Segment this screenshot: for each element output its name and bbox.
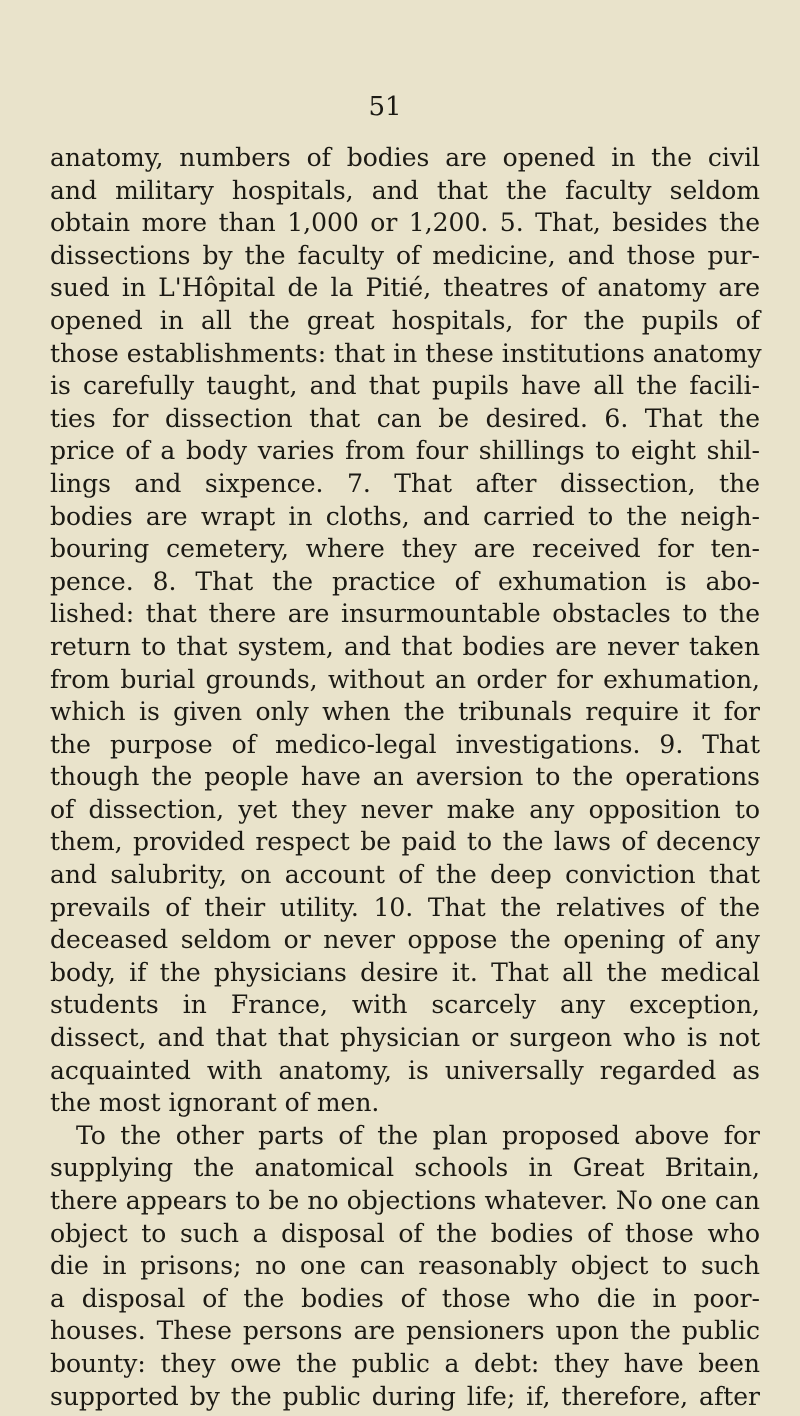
text-line: obtain more than 1,000 or 1,200. 5. That, besides the — [50, 208, 760, 238]
text-line: prevails of their utility. 10. That the relatives of the — [50, 892, 760, 922]
text-line: from burial grounds, without an order for exhumation, — [50, 664, 760, 694]
text-line: and military hospitals, and that the faculty seldom — [50, 175, 760, 205]
body-text — [50, 142, 760, 1413]
text-line: ties for dissection that can be desired. 6. That the — [50, 403, 760, 433]
paragraph-2 — [50, 1120, 760, 1413]
text-line: supported by the public during life; if, therefore, after — [50, 1381, 760, 1411]
text-line: anatomy, numbers of bodies are opened in the civil — [50, 143, 760, 172]
text-line: students in France, with scarcely any exception, — [50, 990, 760, 1020]
text-line: lished: that there are insurmountable obstacles to the — [50, 599, 760, 629]
text-line: which is given only when the tribunals require it for — [50, 697, 760, 727]
text-line: lings and sixpence. 7. That after dissection, the — [50, 468, 760, 498]
text-line: acquainted with anatomy, is universally regarded as — [50, 1055, 760, 1085]
text-line: body, if the physicians desire it. That all the medical — [50, 957, 760, 987]
text-line: opened in all the great hospitals, for the pupils of — [50, 305, 760, 335]
paragraph-1 — [50, 142, 760, 1120]
text-line: of dissection, yet they never make any opposition to — [50, 794, 760, 824]
text-line: pence. 8. That the practice of exhumation is abo- — [50, 566, 760, 596]
text-line: those establishments: that in these institutions anatomy — [50, 338, 762, 368]
text-line: the most ignorant of men. — [50, 1088, 380, 1118]
text-line: is carefully taught, and that pupils have all the facili- — [50, 371, 760, 401]
text-line: houses. These persons are pensioners upon the public — [50, 1316, 760, 1346]
text-line: and salubrity, on account of the deep conviction that — [50, 860, 760, 890]
text-line: bouring cemetery, where they are received for ten- — [50, 534, 760, 564]
text-line: return to that system, and that bodies are never taken — [50, 631, 760, 661]
text-line: a disposal of the bodies of those who die in poor- — [50, 1283, 760, 1313]
text-line: dissect, and that that physician or surgeon who is not — [50, 1023, 760, 1053]
text-line: bodies are wrapt in cloths, and carried to the neigh- — [50, 501, 760, 531]
page-number: 51 — [368, 92, 402, 122]
text-line: object to such a disposal of the bodies of those who — [50, 1218, 760, 1248]
text-line: there appears to be no objections whatever. No one can — [50, 1186, 760, 1215]
text-line: die in prisons; no one can reasonably object to such — [50, 1251, 760, 1281]
text-line: To the other parts of the plan proposed above for — [76, 1120, 760, 1150]
text-line: bounty: they owe the public a debt: they have been — [50, 1348, 760, 1378]
text-line: deceased seldom or never oppose the opening of any — [50, 925, 760, 955]
text-line: dissections by the faculty of medicine, and those pur- — [50, 240, 760, 270]
text-line: the purpose of medico-legal investigations. 9. That — [50, 729, 760, 759]
text-line: though the people have an aversion to the operations — [50, 762, 760, 792]
text-line: price of a body varies from four shillings to eight shil- — [50, 436, 760, 466]
text-line: supplying the anatomical schools in Great Britain, — [50, 1153, 760, 1183]
text-line: them, provided respect be paid to the laws of decency — [50, 827, 760, 857]
text-line: sued in L'Hôpital de la Pitié, theatres of anatomy are — [50, 273, 760, 303]
